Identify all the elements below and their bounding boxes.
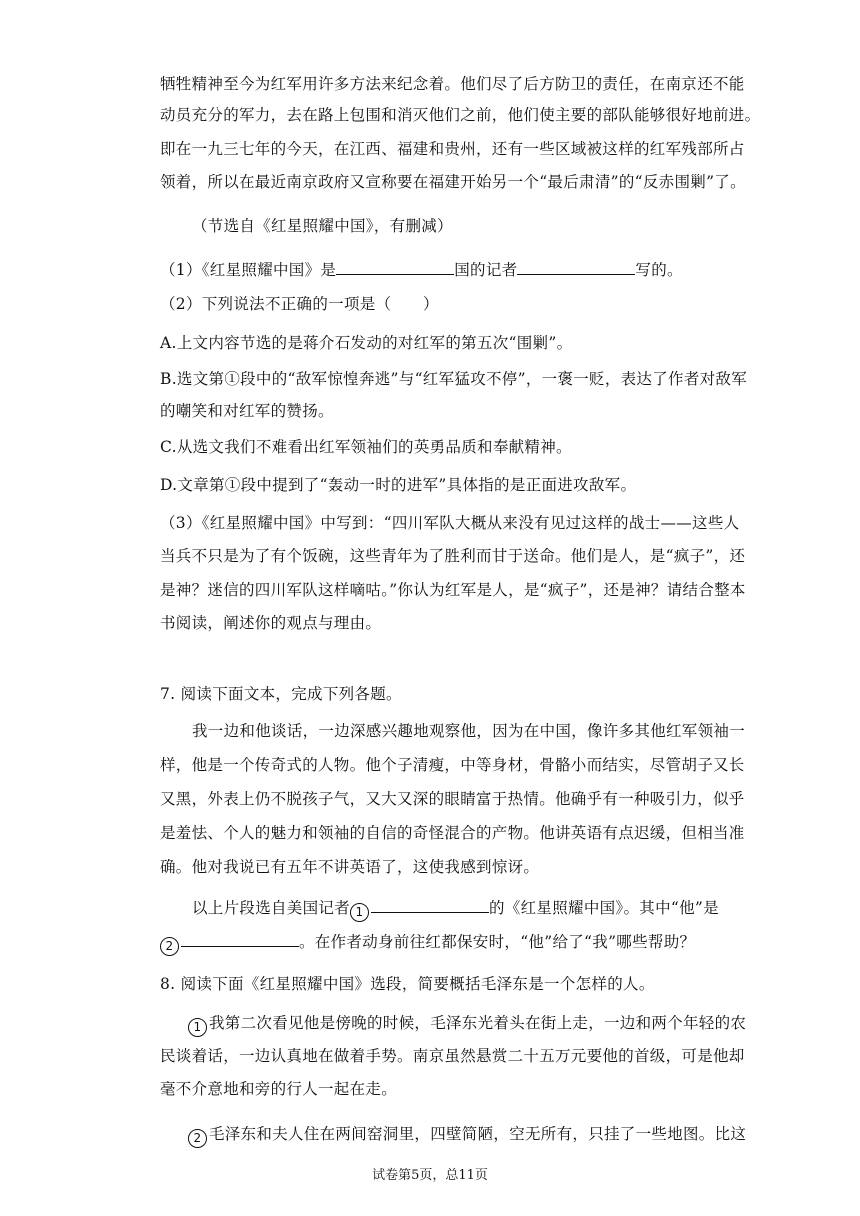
q8-para2: 2 毛泽东和夫人住在两间窑洞里，四壁简陋，空无所有，只挂了一些地图。比这 [188, 1124, 746, 1148]
q6-option-a: A.上文内容节选的是蒋介石发动的对红军的第五次“围剿”。 [160, 334, 573, 352]
circle-number: 2 [188, 1129, 207, 1148]
circle-number: 2 [160, 937, 179, 956]
q7-para: 又黑，外表上仍不脱孩子气，又大又深的眼睛富于热情。他确乎有一种吸引力，似乎 [160, 790, 745, 808]
q8-para1-cont: 毫不介意地和旁的行人一起在走。 [160, 1080, 398, 1098]
q6-sub3: 书阅读，阐述你的观点与理由。 [160, 614, 382, 632]
q7-question-cont: 2 。在作者动身前往红都保安时，“他”给了“我”哪些帮助？ [160, 932, 695, 956]
q7-para: 样，他是一个传奇式的人物。他个子清瘦，中等身材，骨骼小而结实，尽管胡子又长 [160, 756, 745, 774]
answer-blank[interactable] [181, 932, 299, 947]
q6-sub2: （2）下列说法不正确的一项是（ ） [160, 295, 439, 313]
passage-line: 动员充分的军力，去在路上包围和消灭他们之前，他们使主要的部队能够很好地前进。 [160, 106, 761, 124]
q7-para: 确。他对我说已有五年不讲英语了，这使我感到惊讶。 [160, 858, 540, 876]
q6-option-b-cont: 的嘲笑和对红军的赞扬。 [160, 402, 334, 420]
page-footer: 试卷第5页，总11页 [372, 1168, 488, 1183]
q6-option-c: C.从选文我们不难看出红军领袖们的英勇品质和奉献精神。 [160, 438, 572, 456]
q6-option-d: D.文章第①段中提到了“轰动一时的进军”具体指的是正面进攻敌军。 [160, 476, 637, 494]
passage-line: 牺牲精神至今为红军用许多方法来纪念着。他们尽了后方防卫的责任，在南京还不能 [160, 75, 745, 93]
circle-number: 1 [188, 1018, 207, 1037]
q6-sub3: （3）《红星照耀中国》中写到：“四川军队大概从来没有见过这样的战士——这些人 [160, 514, 740, 532]
q7-title: 7. 阅读下面文本，完成下列各题。 [160, 685, 402, 703]
q7-para: 我一边和他谈话，一边深感兴趣地观察他，因为在中国，像许多其他红军领袖一 [192, 722, 746, 740]
passage-source: （节选自《红星照耀中国》，有删减） [192, 217, 453, 235]
q6-sub3: 当兵不只是为了有个饭碗，这些青年为了胜利而甘于送命。他们是人，是“疯子”，还 [160, 547, 746, 565]
passage-line: 即在一九三七年的今天，在江西、福建和贵州，还有一些区域被这样的红军残部所占 [160, 140, 745, 158]
q8-para1: 1 我第二次看见他是傍晚的时候，毛泽东光着头在街上走，一边和两个年轻的农 [188, 1013, 746, 1037]
q6-sub3: 是神？迷信的四川军队这样嘀咕。”你认为红军是人，是“疯子”，还是神？请结合整本 [160, 581, 746, 599]
answer-blank[interactable] [371, 898, 489, 913]
circle-number: 1 [350, 903, 369, 922]
q6-sub1: （1）《红星照耀中国》是 国的记者 写的。 [160, 261, 683, 279]
q7-question: 以上片段选自美国记者 1 的《红星照耀中国》。其中“他”是 [192, 898, 719, 922]
answer-blank[interactable] [336, 260, 454, 275]
q8-para1-cont: 民谈着话，一边认真地在做着手势。南京虽然悬赏二十五万元要他的首级，可是他却 [160, 1047, 745, 1065]
answer-blank[interactable] [517, 260, 635, 275]
q8-title: 8. 阅读下面《红星照耀中国》选段，简要概括毛泽东是一个怎样的人。 [160, 975, 655, 993]
passage-line: 领着，所以在最近南京政府又宣称要在福建开始另一个“最后肃清”的“反赤围剿”了。 [160, 173, 746, 191]
q6-option-b: B.选文第①段中的“敌军惊惶奔逃”与“红军猛攻不停”，一褒一贬，表达了作者对敌军 [160, 370, 748, 388]
q7-para: 是羞怯、个人的魅力和领袖的自信的奇怪混合的产物。他讲英语有点迟缓，但相当准 [160, 824, 745, 842]
